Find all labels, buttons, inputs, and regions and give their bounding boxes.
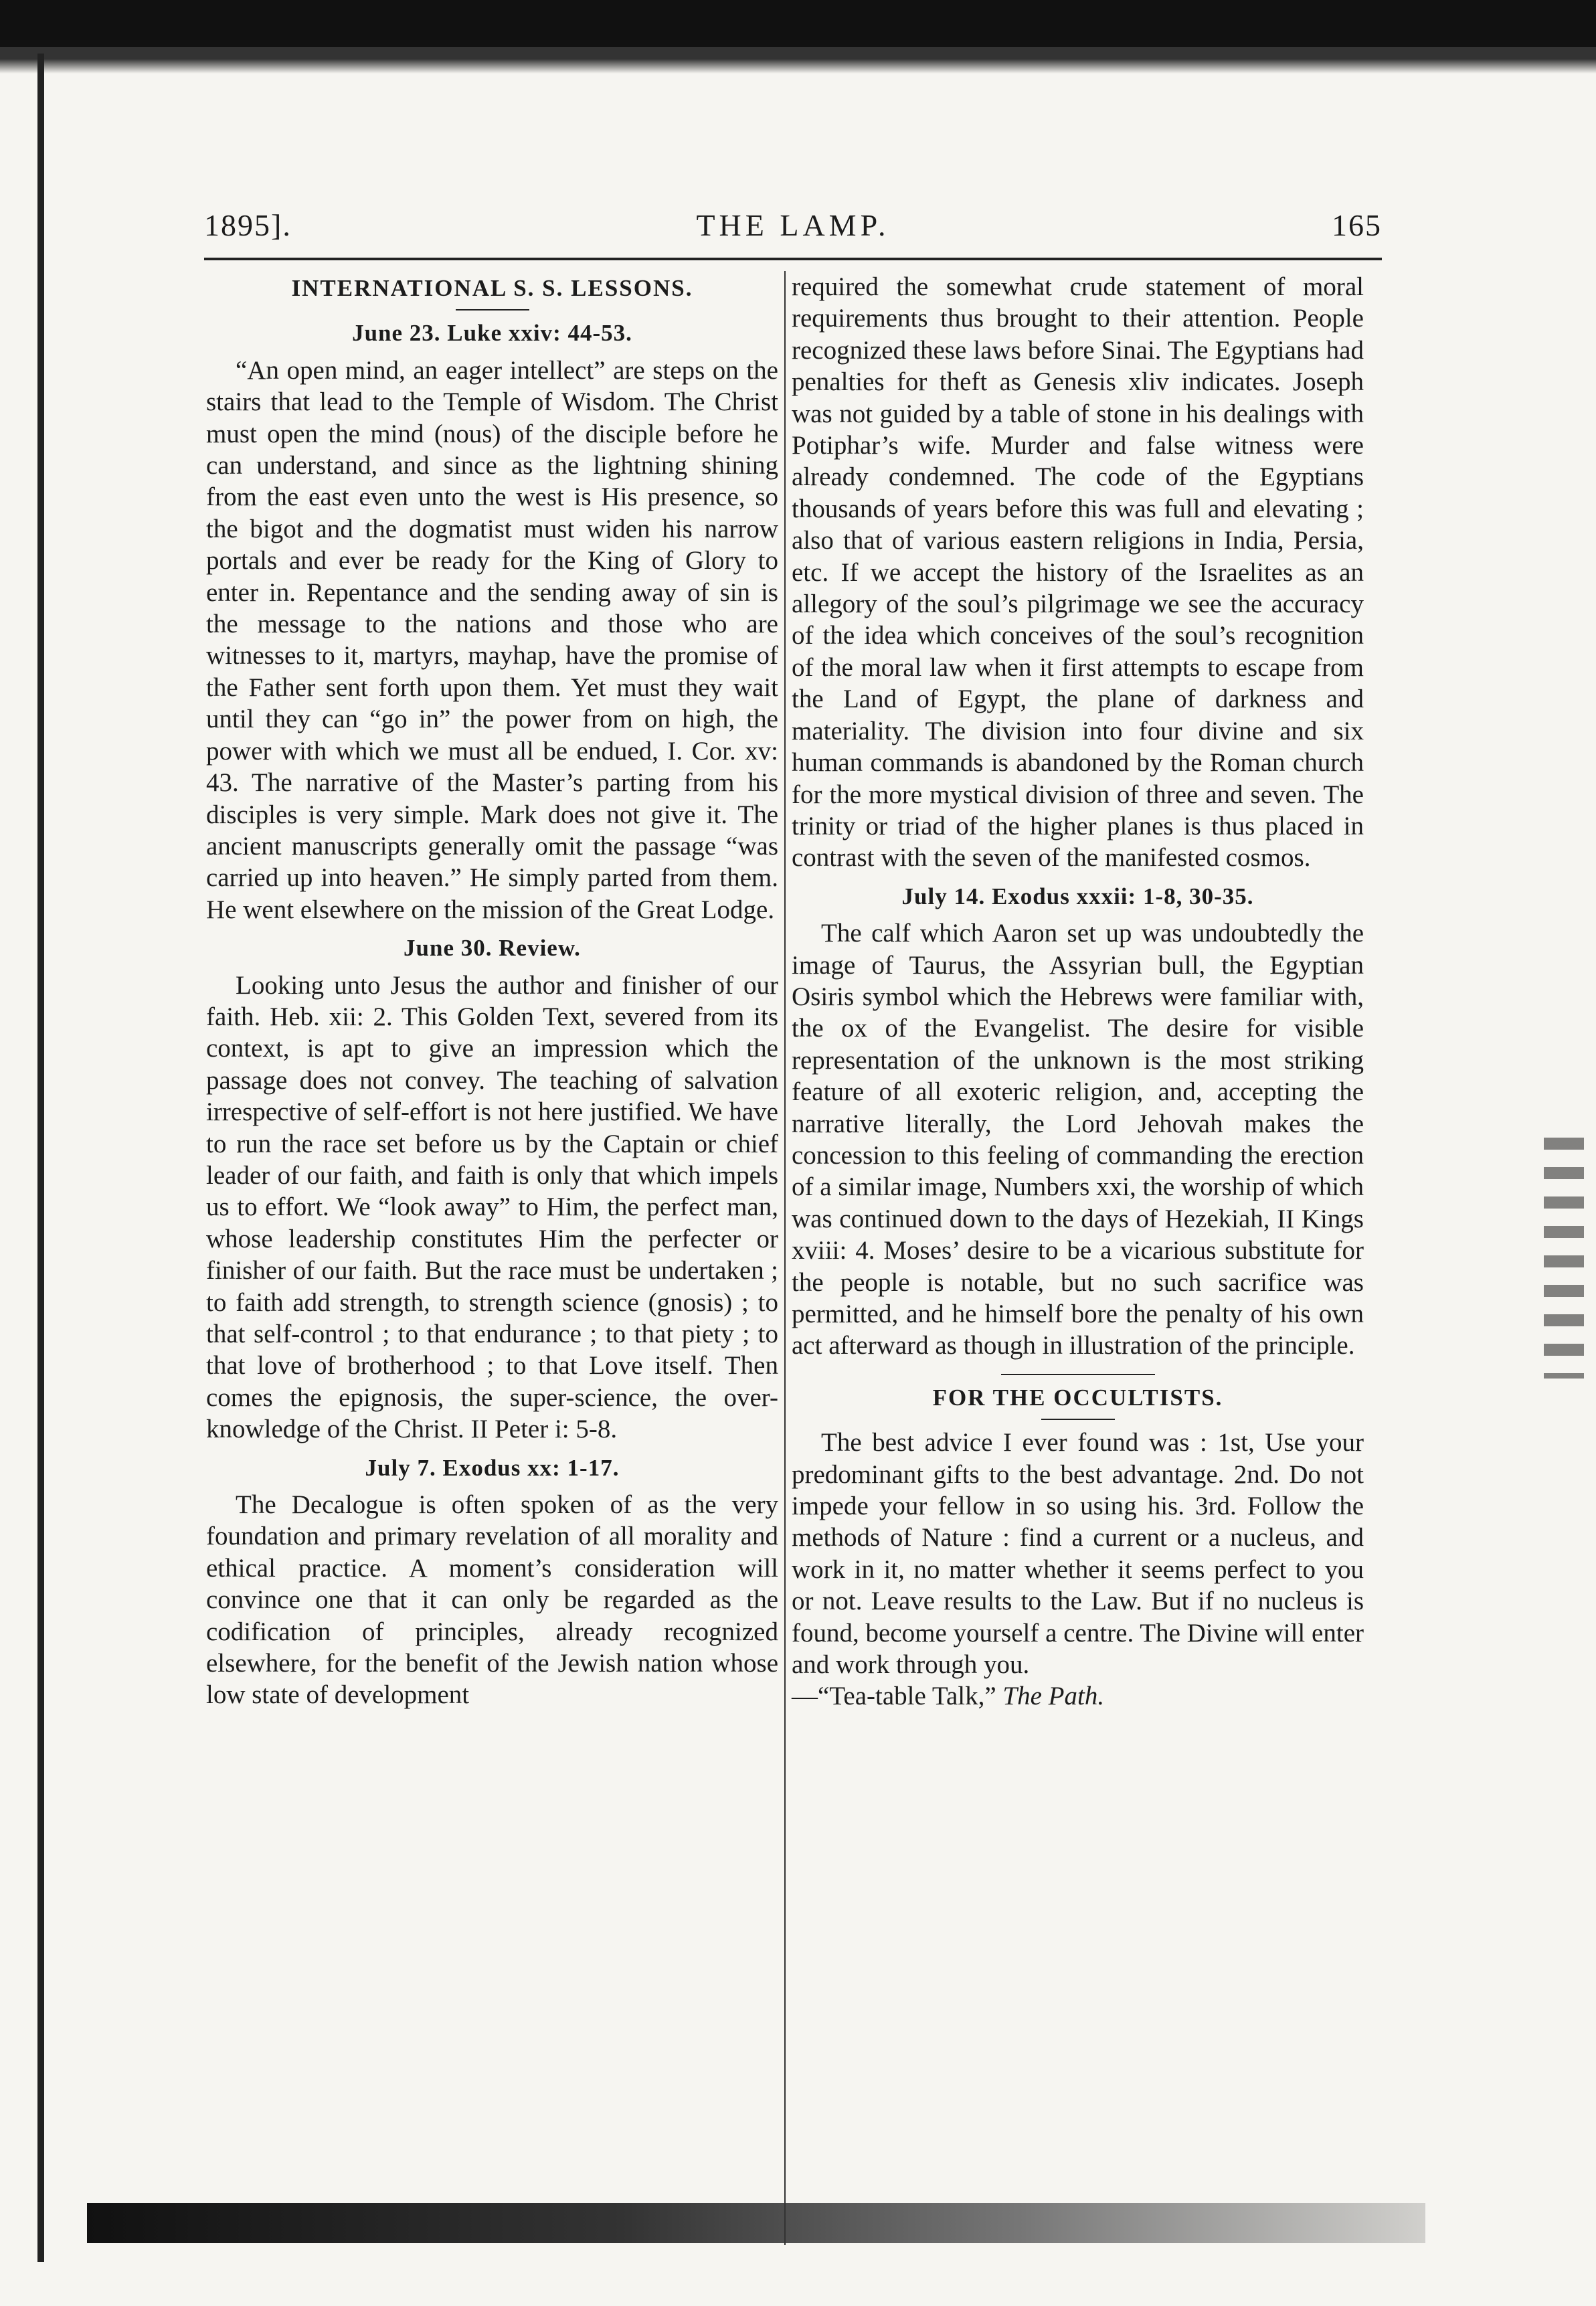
section-rule bbox=[1001, 1374, 1155, 1375]
title-rule-2 bbox=[1041, 1419, 1115, 1420]
header-page-number: 165 bbox=[1332, 208, 1382, 242]
lesson-heading-july-7: July 7. Exodus xx: 1-17. bbox=[365, 1454, 620, 1481]
scan-border-left bbox=[37, 54, 44, 2262]
scan-edge-marks bbox=[1544, 1138, 1584, 1379]
lesson-heading-june-30: June 30. Review. bbox=[404, 935, 581, 962]
occultists-text: The best advice I ever found was : 1st, Use your predominant gifts to the best advantage. 2nd. Do not impede your fellow in so using his. 3rd. Follow the methods of Nature : find a current or a nucleus, and work in it, no matter whether it seems perfect to you or not. Leave results to the Law. But if no nucleus is found, become yourself a centre. The Divine will enter and work through you. bbox=[792, 1428, 1364, 1680]
lesson-text-june-30: Looking unto Jesus the author and finisher of our faith. Heb. xii: 2. This Golden Text, severed from its context, is apt to give an impression which the passage does not convey. The teaching of salvation irrespective of self-effort is not here justified. We have to run the race set before us by the Captain or chief leader of our faith, and faith is only that which impels us to effort. We “look away” to Him, the perfect man, whose leadership constitutes Him the perfecter or finisher of our faith. But the race must be undertaken ; to faith add strength, to strength science (gnosis) ; to that self-control ; to that endurance ; to that piety ; to that love of brotherhood ; to that Love itself. Then comes the epignosis, the super-science, the over-knowledge of the Christ. II Peter i: 5-8. bbox=[206, 970, 778, 1444]
scan-border-bottom bbox=[87, 2203, 1425, 2243]
section-title-occultists: FOR THE OCCULTISTS. bbox=[932, 1384, 1223, 1411]
right-column bbox=[792, 271, 1364, 1712]
section-title-ss-lessons: INTERNATIONAL S. S. LESSONS. bbox=[291, 275, 693, 301]
header-year: 1895]. bbox=[204, 208, 292, 242]
lesson-heading-july-14: July 14. Exodus xxxii: 1-8, 30-35. bbox=[901, 883, 1254, 909]
lesson-text-july-14: The calf which Aaron set up was undoubtedly the image of Taurus, the Assyrian bull, the Egyptian Osiris symbol which the Hebrews were familiar with, the ox of the Evangelist. The desire for visible representation of the unknown is the most striking feature of all exoteric religion, and, accepting the narrative literally, the Lord Jehovah makes the concession to this feeling of commanding the erection of a similar image, Numbers xxi, the worship of which was continued down to the days of Hezekiah, II Kings xviii: 4. Moses’ desire to be a vicarious substitute for the people is notable, but no such sacrifice was permitted, and he himself bore the penalty of his own act afterward as though in illustration of the principle. bbox=[792, 919, 1364, 1360]
title-rule bbox=[456, 309, 529, 311]
attribution-source: The Path. bbox=[1002, 1682, 1105, 1711]
column-divider bbox=[784, 271, 786, 2245]
header-title: THE LAMP. bbox=[696, 208, 890, 242]
left-column bbox=[206, 271, 778, 1711]
lesson-heading-june-23: June 23. Luke xxiv: 44-53. bbox=[352, 320, 632, 347]
attribution-text: —“Tea-table Talk,” bbox=[792, 1682, 996, 1711]
lesson-text-july-7: The Decalogue is often spoken of as the very foundation and primary revelation of all morality and ethical practice. A moment’s consideration will convince one that it can only be regarded as the codification of principles, already recognized elsewhere, for the benefit of the Jewish nation whose low state of development bbox=[206, 1490, 778, 1710]
scan-border-top bbox=[0, 0, 1596, 74]
attribution bbox=[792, 1680, 1364, 1712]
lesson-text-july-7-continued: required the somewhat crude statement of moral requirements thus brought to their attention. People recognized these laws before Sinai. The Egyptians had penalties for theft as Genesis xliv indicates. Joseph was not guided by a table of stone in his dealings with Potiphar’s wife. Murder and false witness were already condemned. The code of the Egyptians thousands of years before this was full and elevating ; also that of various eastern religions in India, Persia, etc. If we accept the history of the Israelites as an allegory of the soul’s pilgrimage we see the accuracy of the idea which conceives of the soul’s recognition of the moral law when it first attempts to escape from the Land of Egypt, the plane of darkness and materiality. The division into four divine and six human commands is abandoned by the Roman church for the more mystical division of three and seven. The trinity or triad of the higher planes is thus placed in contrast with the seven of the manifested cosmos. bbox=[792, 272, 1364, 873]
page-header bbox=[204, 207, 1382, 254]
header-rule bbox=[204, 258, 1382, 260]
lesson-text-june-23: “An open mind, an eager intellect” are steps on the stairs that lead to the Temple of Wisdom. The Christ must open the mind (nous) of the disciple before he can understand, and since as the lightning shining from the east even unto the west is His presence, so the bigot and the dogmatist must widen his narrow portals and ever be ready for the King of Glory to enter in. Repentance and the sending away of sin is the message to the nations and those who are witnesses to it, martyrs, mayhap, have the promise of the Father sent forth upon them. Yet must they wait until they can “go in” the power from on high, the power with which we must all be endued, I. Cor. xv: 43. The narrative of the Master’s parting from his disciples is very simple. Mark does not give it. The ancient manuscripts generally omit the passage “was carried up into heaven.” He simply parted from them. He went elsewhere on the mission of the Great Lodge. bbox=[206, 355, 778, 924]
